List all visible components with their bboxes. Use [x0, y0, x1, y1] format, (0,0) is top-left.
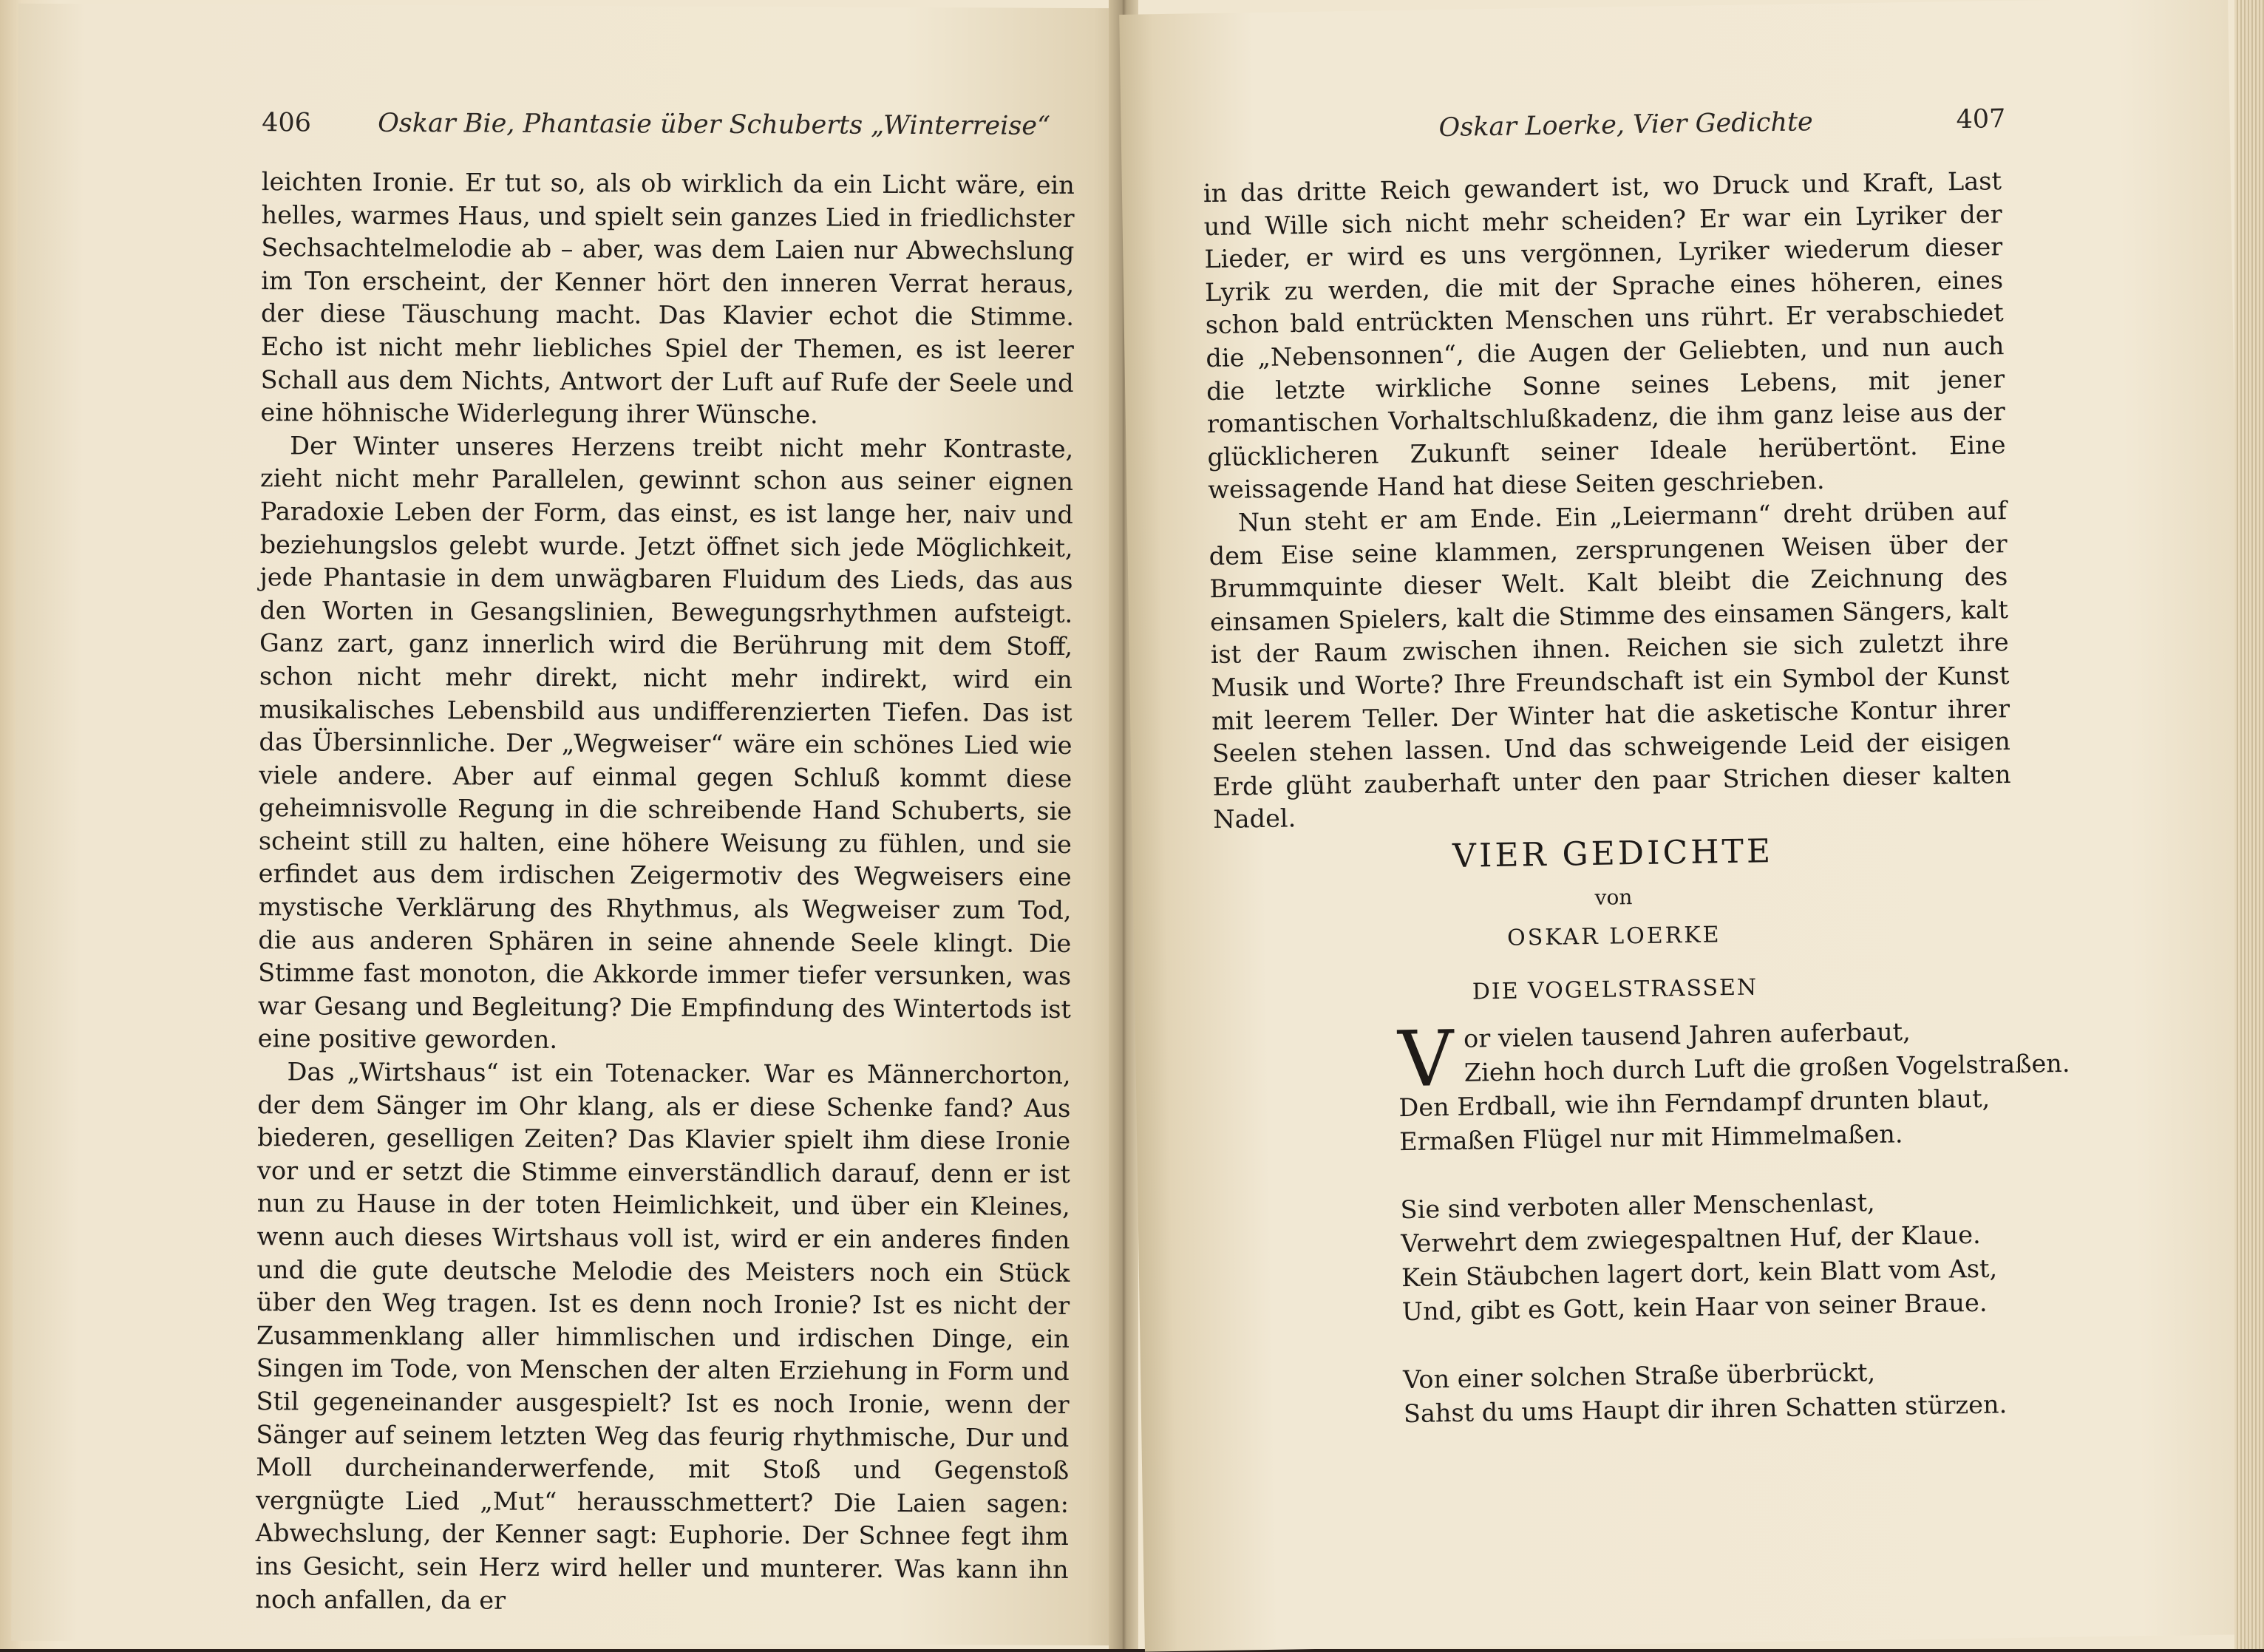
running-head-left: Oskar Bie, Phantasie über Schuberts „Winterreise“ — [378, 108, 1050, 141]
poem-line: Sahst du ums Haupt dir ihren Schatten stürzen. — [1403, 1390, 2008, 1429]
poem-line: Ziehn hoch durch Luft die großen Vogelstraßen. — [1464, 1048, 2070, 1087]
byline-von: von — [1594, 885, 1633, 910]
section-title: VIER GEDICHTE — [1452, 832, 1774, 875]
poem-stanza — [1397, 1013, 2070, 1159]
author-name: OSKAR LOERKE — [1506, 922, 1721, 951]
poem-line: or vielen tausend Jahren auferbaut, — [1463, 1017, 1911, 1053]
poem-line: Sie sind verboten aller Menschenlast, — [1400, 1188, 1875, 1225]
running-head-right: Oskar Loerke, Vier Gedichte — [1438, 107, 1814, 143]
poem-line: Den Erdball, wie ihn Ferndampf drunten blaut, — [1398, 1084, 1991, 1123]
page-edges — [2234, 0, 2264, 1649]
poem — [1397, 1013, 2070, 1465]
page-number-right: 407 — [1956, 104, 2006, 135]
poem-line: Und, gibt es Gott, kein Haar von seiner Braue. — [1401, 1288, 1988, 1327]
poem-line: Kein Stäubchen lagert dort, kein Blatt vom Ast, — [1401, 1254, 1998, 1293]
right-page — [1119, 0, 2254, 1652]
drop-cap: V — [1397, 1013, 1455, 1105]
poem-title: DIE VOGELSTRASSEN — [1472, 974, 1758, 1005]
paragraph: Der Winter unseres Herzens treibt nicht mehr Kontraste, zieht nicht mehr Parallelen, gewinnt schon aus seiner eignen Paradoxie Leben der Form, das einst, es ist lange her, naiv und beziehungslos gelebt wurde. Jetzt öffnet sich jede Möglichkeit, jede Phantasie in dem unwägbaren Fluidum des Lieds, das aus den Worten in Gesangslinien, Bewegungsrhythmen aufsteigt. Ganz zart, ganz innerlich wird die Berührung mit dem Stoff, schon nicht mehr direkt, nicht mehr indirekt, wird ein musikalisches Lebensbild aus undifferenzierten Tiefen. Das ist das Übersinnliche. Der „Wegweiser“ wäre ein schönes Lied wie viele andere. Aber auf einmal gegen Schluß kommt diese geheimnisvolle Regung in die schreibende Hand Schuberts, sie scheint still zu halten, eine höhere Weisung zu fühlen, und sie erfindet aus dem irdischen Zeigermotiv des Wegweisers eine mystische Verklärung des Rhythmus, als Wegweiser zum Tod, die aus anderen Sphären in seine ahnende Seele klingt. Die Stimme fast monoton, die Akkorde immer tiefer versunken, was war Gesang und Begleitung? Die Empfindung des Wintertods ist eine positive geworden. — [257, 431, 1074, 1055]
paragraph: leichten Ironie. Er tut so, als ob wirklich da ein Licht wäre, ein helles, warmes Haus, und spielt sein ganzes Lied in friedlichster Sechsachtelmelodie ab – aber, was dem Laien nur Abwechslung im Ton erscheint, der Kenner hört den inneren Verrat heraus, der diese Täuschung macht. Das Klavier echot die Stimme. Echo ist nicht mehr liebliches Spiel der Themen, es ist leerer Schall aus dem Nichts, Antwort der Luft auf Rufe der Seele und eine höhnische Widerlegung ihrer Wünsche. — [260, 167, 1075, 429]
left-body-text — [255, 166, 1075, 1619]
paragraph: in das dritte Reich gewandert ist, wo Druck und Kraft, Last und Wille sich nicht mehr scheiden? Er war ein Lyriker der Lieder, er wird es uns vergönnen, Lyriker wiederum dieser Lyrik zu werden, die mit der Sprache eines höheren, eines schon bald entrückten Menschen uns rührt. Er verabschiedet die „Nebensonnen“, die Augen der Geliebten, und nun auch die letzte wirkliche Sonne seines Lebens, mit jener romantischen Vorhaltschlußkadenz, die ihm ganz leise aus der glücklicheren Zukunft seiner Ideale herübertönt. Eine weissagende Hand hat diese Seiten geschrieben. — [1203, 166, 2006, 505]
poem-line: Von einer solchen Straße überbrückt, — [1402, 1358, 1876, 1395]
page-number-left: 406 — [262, 108, 312, 138]
paragraph: Nun steht er am Ende. Ein „Leiermann“ dreht drüben auf dem Eise seine klammen, zersprungenen Weisen über der Brummquinte dieser Welt. Kalt bleibt die Zeichnung des einsamen Spielers, kalt die Stimme des einsamen Sängers, kalt ist der Raum zwischen ihnen. Reichen sie sich zuletzt ihre Musik und Worte? Ihre Freundschaft ist ein Symbol der Kunst mit leerem Teller. Der Winter hat die asketische Kontur ihrer Seelen stehen lassen. Und das schweigende Leid der eisigen Erde glüht zauberhaft unter den paar Strichen dieser kalten Nadel. — [1209, 496, 2011, 835]
paragraph: Das „Wirtshaus“ ist ein Totenacker. War es Männerchorton, der dem Sänger im Ohr klang, als er diese Schenke fand? Aus biederen, geselligen Zeiten? Das Klavier spielt ihm diese Ironie vor und er setzt die Stimme einverständlich darauf, denn er ist nun zu Hause in der toten Heimlichkeit, und über ein Kleines, wenn auch dieses Wirtshaus voll ist, wird er ein anderes finden und die gute deutsche Melodie des Meisters noch ein Stück über den Weg tragen. Ist es denn noch Ironie? Ist es nicht der Zusammenklang aller himmlischen und irdischen Dinge, ein Singen im Tode, von Menschen der alten Erziehung in Form und Stil gegeneinander ausgespielt? Ist es noch Ironie, wenn der Sänger auf seinem letzten Weg das feurig rhythmische, Dur und Moll durcheinanderwerfende, mit Stoß und Gegenstoß vergnügte Lied „Mut“ herausschmettert? Die Laien sagen: Abwechslung, der Kenner sagt: Euphorie. Der Schnee fegt ihm ins Gesicht, sein Herz wird heller und munterer. Was kann ihn noch anfallen, da er — [255, 1057, 1071, 1615]
left-page — [11, 4, 1127, 1646]
poem-line: Ermaßen Flügel nur mit Himmelmaßen. — [1398, 1119, 1903, 1157]
right-body-text — [1203, 165, 2012, 837]
poem-line: Verwehrt dem zwiegespaltnen Huf, der Klaue. — [1401, 1220, 1981, 1259]
poem-stanza — [1403, 1353, 2010, 1431]
poem-stanza — [1400, 1183, 2008, 1329]
